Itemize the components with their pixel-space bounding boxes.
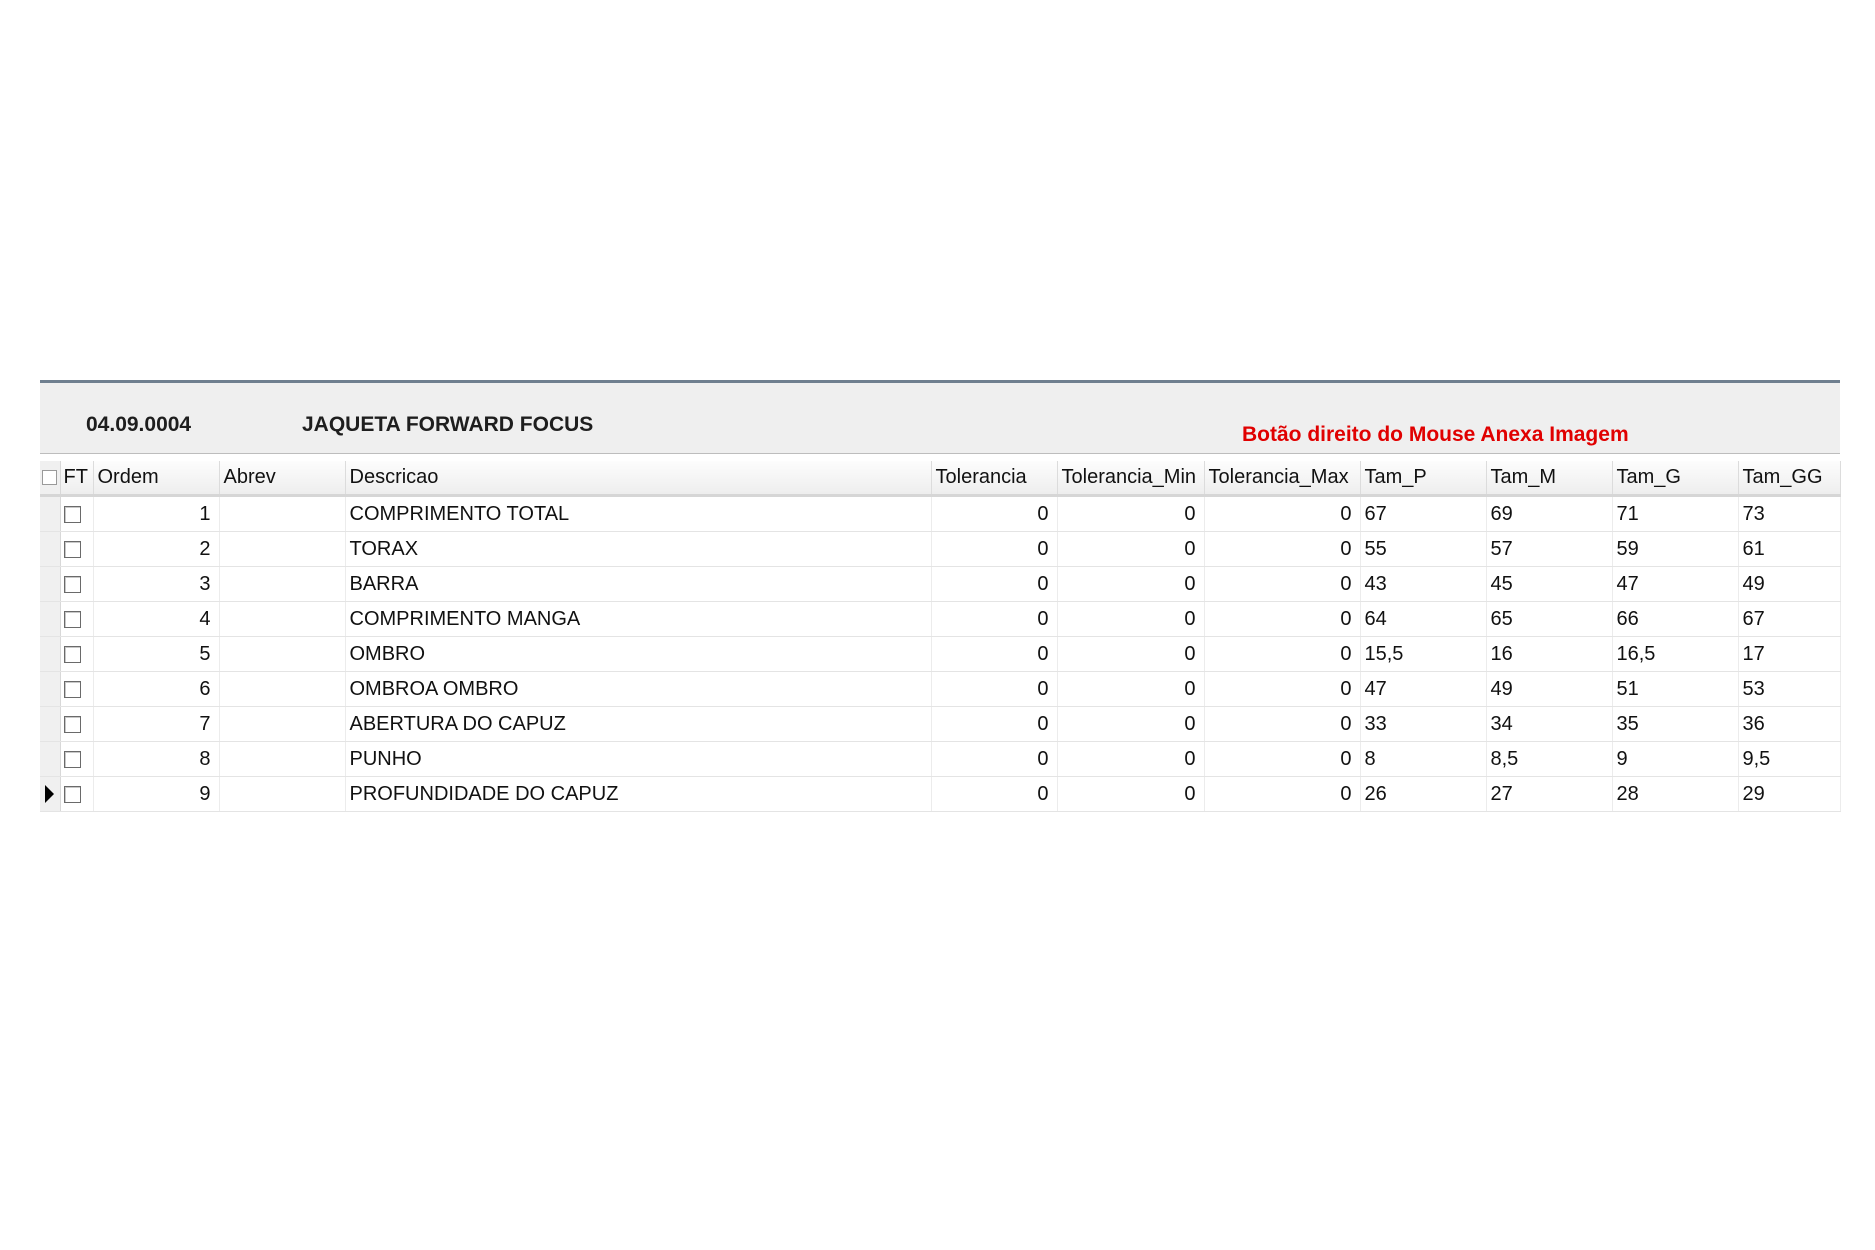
cell-tolerancia-max[interactable]: 0 (1204, 496, 1360, 532)
ft-checkbox[interactable] (64, 681, 81, 698)
column-header-tolerancia[interactable]: Tolerancia (931, 461, 1057, 496)
cell-tolerancia-max[interactable]: 0 (1204, 532, 1360, 567)
cell-tolerancia-max[interactable]: 0 (1204, 637, 1360, 672)
column-header-abrev[interactable]: Abrev (219, 461, 345, 496)
cell-tam-g[interactable]: 59 (1612, 532, 1738, 567)
cell-abrev[interactable] (219, 567, 345, 602)
row-indicator[interactable] (40, 567, 60, 602)
row-indicator[interactable] (40, 496, 60, 532)
cell-tam-p[interactable]: 26 (1360, 777, 1486, 812)
ft-cell[interactable] (60, 637, 93, 672)
ft-cell[interactable] (60, 742, 93, 777)
cell-tolerancia-min[interactable]: 0 (1057, 532, 1204, 567)
cell-tam-m[interactable]: 8,5 (1486, 742, 1612, 777)
cell-tolerancia[interactable]: 0 (931, 602, 1057, 637)
table-row[interactable] (40, 532, 1840, 567)
cell-tolerancia-min[interactable]: 0 (1057, 707, 1204, 742)
cell-tam-m[interactable]: 45 (1486, 567, 1612, 602)
product-name: JAQUETA FORWARD FOCUS (302, 413, 594, 436)
cell-tam-gg[interactable]: 36 (1738, 707, 1840, 742)
cell-tam-m[interactable]: 16 (1486, 637, 1612, 672)
cell-tolerancia[interactable]: 0 (931, 637, 1057, 672)
table-row[interactable] (40, 742, 1840, 777)
row-indicator[interactable] (40, 777, 60, 812)
cell-descricao[interactable]: PROFUNDIDADE DO CAPUZ (345, 777, 931, 812)
ft-checkbox[interactable] (64, 506, 81, 523)
cell-tolerancia-max[interactable]: 0 (1204, 567, 1360, 602)
cell-tolerancia-max[interactable]: 0 (1204, 672, 1360, 707)
cell-tam-g[interactable]: 71 (1612, 496, 1738, 532)
cell-ordem[interactable]: 8 (93, 742, 219, 777)
column-header-descricao[interactable]: Descricao (345, 461, 931, 496)
cell-tam-gg[interactable]: 17 (1738, 637, 1840, 672)
cell-tam-gg[interactable]: 53 (1738, 672, 1840, 707)
cell-abrev[interactable] (219, 532, 345, 567)
column-header-tolerancia-min[interactable]: Tolerancia_Min (1057, 461, 1204, 496)
ft-checkbox[interactable] (64, 541, 81, 558)
cell-ordem[interactable]: 7 (93, 707, 219, 742)
cell-tolerancia-min[interactable]: 0 (1057, 496, 1204, 532)
cell-abrev[interactable] (219, 707, 345, 742)
ft-cell[interactable] (60, 707, 93, 742)
table-row[interactable] (40, 637, 1840, 672)
cell-tam-p[interactable]: 67 (1360, 496, 1486, 532)
cell-abrev[interactable] (219, 742, 345, 777)
cell-descricao[interactable]: PUNHO (345, 742, 931, 777)
table-row[interactable] (40, 567, 1840, 602)
measurement-grid[interactable] (40, 461, 1840, 812)
ft-checkbox[interactable] (64, 611, 81, 628)
row-indicator[interactable] (40, 637, 60, 672)
ft-cell[interactable] (60, 532, 93, 567)
ft-cell[interactable] (60, 777, 93, 812)
column-header-tam-p[interactable]: Tam_P (1360, 461, 1486, 496)
row-indicator[interactable] (40, 532, 60, 567)
cell-tolerancia-min[interactable]: 0 (1057, 602, 1204, 637)
select-all-cell[interactable] (40, 461, 60, 496)
column-header-ft[interactable]: FT (60, 461, 93, 496)
cell-ordem[interactable]: 1 (93, 496, 219, 532)
cell-descricao[interactable]: BARRA (345, 567, 931, 602)
cell-tam-m[interactable]: 49 (1486, 672, 1612, 707)
cell-tolerancia[interactable]: 0 (931, 496, 1057, 532)
ft-checkbox[interactable] (64, 751, 81, 768)
cell-tam-gg[interactable]: 61 (1738, 532, 1840, 567)
table-row[interactable] (40, 496, 1840, 532)
cell-tolerancia-max[interactable]: 0 (1204, 707, 1360, 742)
cell-tam-g[interactable]: 51 (1612, 672, 1738, 707)
cell-tam-p[interactable]: 55 (1360, 532, 1486, 567)
ft-cell[interactable] (60, 672, 93, 707)
cell-tam-m[interactable]: 27 (1486, 777, 1612, 812)
cell-tam-gg[interactable]: 49 (1738, 567, 1840, 602)
column-header-ordem[interactable]: Ordem (93, 461, 219, 496)
cell-tam-p[interactable]: 15,5 (1360, 637, 1486, 672)
cell-ordem[interactable]: 5 (93, 637, 219, 672)
cell-tam-g[interactable]: 28 (1612, 777, 1738, 812)
cell-tam-m[interactable]: 69 (1486, 496, 1612, 532)
measurement-panel (40, 380, 1840, 810)
cell-tolerancia[interactable]: 0 (931, 672, 1057, 707)
table-row-current[interactable] (40, 777, 1840, 812)
cell-tolerancia[interactable]: 0 (931, 777, 1057, 812)
attach-image-hint: Botão direito do Mouse Anexa Imagem (1242, 423, 1629, 446)
select-all-checkbox[interactable] (42, 470, 57, 485)
cell-tam-g[interactable]: 66 (1612, 602, 1738, 637)
cell-abrev[interactable] (219, 777, 345, 812)
cell-tam-m[interactable]: 65 (1486, 602, 1612, 637)
cell-tolerancia-min[interactable]: 0 (1057, 637, 1204, 672)
cell-tolerancia[interactable]: 0 (931, 567, 1057, 602)
cell-abrev[interactable] (219, 602, 345, 637)
ft-cell[interactable] (60, 567, 93, 602)
column-header-tam-m[interactable]: Tam_M (1486, 461, 1612, 496)
cell-tolerancia-min[interactable]: 0 (1057, 672, 1204, 707)
cell-descricao[interactable]: ABERTURA DO CAPUZ (345, 707, 931, 742)
grid-header-row (40, 461, 1840, 496)
cell-ordem[interactable]: 6 (93, 672, 219, 707)
cell-tam-g[interactable]: 16,5 (1612, 637, 1738, 672)
cell-abrev[interactable] (219, 496, 345, 532)
cell-tam-gg[interactable]: 67 (1738, 602, 1840, 637)
cell-tam-p[interactable]: 8 (1360, 742, 1486, 777)
cell-tam-gg[interactable]: 9,5 (1738, 742, 1840, 777)
ft-checkbox[interactable] (64, 646, 81, 663)
cell-tam-gg[interactable]: 73 (1738, 496, 1840, 532)
cell-tolerancia[interactable]: 0 (931, 532, 1057, 567)
current-row-pointer-icon (45, 785, 54, 803)
cell-descricao[interactable]: TORAX (345, 532, 931, 567)
cell-tam-g[interactable]: 47 (1612, 567, 1738, 602)
ft-checkbox[interactable] (64, 786, 81, 803)
ft-cell[interactable] (60, 496, 93, 532)
table-row[interactable] (40, 602, 1840, 637)
column-header-tolerancia-max[interactable]: Tolerancia_Max (1204, 461, 1360, 496)
cell-tam-p[interactable]: 64 (1360, 602, 1486, 637)
cell-descricao[interactable]: COMPRIMENTO MANGA (345, 602, 931, 637)
cell-tolerancia-min[interactable]: 0 (1057, 742, 1204, 777)
cell-tam-m[interactable]: 34 (1486, 707, 1612, 742)
cell-tam-p[interactable]: 43 (1360, 567, 1486, 602)
cell-ordem[interactable]: 3 (93, 567, 219, 602)
cell-tolerancia-max[interactable]: 0 (1204, 777, 1360, 812)
row-indicator[interactable] (40, 707, 60, 742)
cell-descricao[interactable]: OMBRO (345, 637, 931, 672)
cell-ordem[interactable]: 2 (93, 532, 219, 567)
ft-checkbox[interactable] (64, 576, 81, 593)
table-row[interactable] (40, 672, 1840, 707)
product-code: 04.09.0004 (86, 413, 192, 436)
cell-tolerancia[interactable]: 0 (931, 742, 1057, 777)
cell-tam-p[interactable]: 33 (1360, 707, 1486, 742)
cell-tolerancia-min[interactable]: 0 (1057, 777, 1204, 812)
cell-tolerancia[interactable]: 0 (931, 707, 1057, 742)
ft-cell[interactable] (60, 602, 93, 637)
cell-ordem[interactable]: 4 (93, 602, 219, 637)
cell-tam-g[interactable]: 9 (1612, 742, 1738, 777)
cell-tam-g[interactable]: 35 (1612, 707, 1738, 742)
row-indicator[interactable] (40, 672, 60, 707)
cell-abrev[interactable] (219, 637, 345, 672)
cell-ordem[interactable]: 9 (93, 777, 219, 812)
cell-tolerancia-min[interactable]: 0 (1057, 567, 1204, 602)
row-indicator[interactable] (40, 602, 60, 637)
cell-tam-gg[interactable]: 29 (1738, 777, 1840, 812)
column-header-tam-g[interactable]: Tam_G (1612, 461, 1738, 496)
ft-checkbox[interactable] (64, 716, 81, 733)
cell-descricao[interactable]: COMPRIMENTO TOTAL (345, 496, 931, 532)
row-indicator[interactable] (40, 742, 60, 777)
cell-tolerancia-max[interactable]: 0 (1204, 742, 1360, 777)
cell-tolerancia-max[interactable]: 0 (1204, 602, 1360, 637)
cell-descricao[interactable]: OMBROA OMBRO (345, 672, 931, 707)
cell-tam-p[interactable]: 47 (1360, 672, 1486, 707)
table-row[interactable] (40, 707, 1840, 742)
column-header-tam-gg[interactable]: Tam_GG (1738, 461, 1840, 496)
product-header (40, 383, 1840, 454)
cell-abrev[interactable] (219, 672, 345, 707)
cell-tam-m[interactable]: 57 (1486, 532, 1612, 567)
